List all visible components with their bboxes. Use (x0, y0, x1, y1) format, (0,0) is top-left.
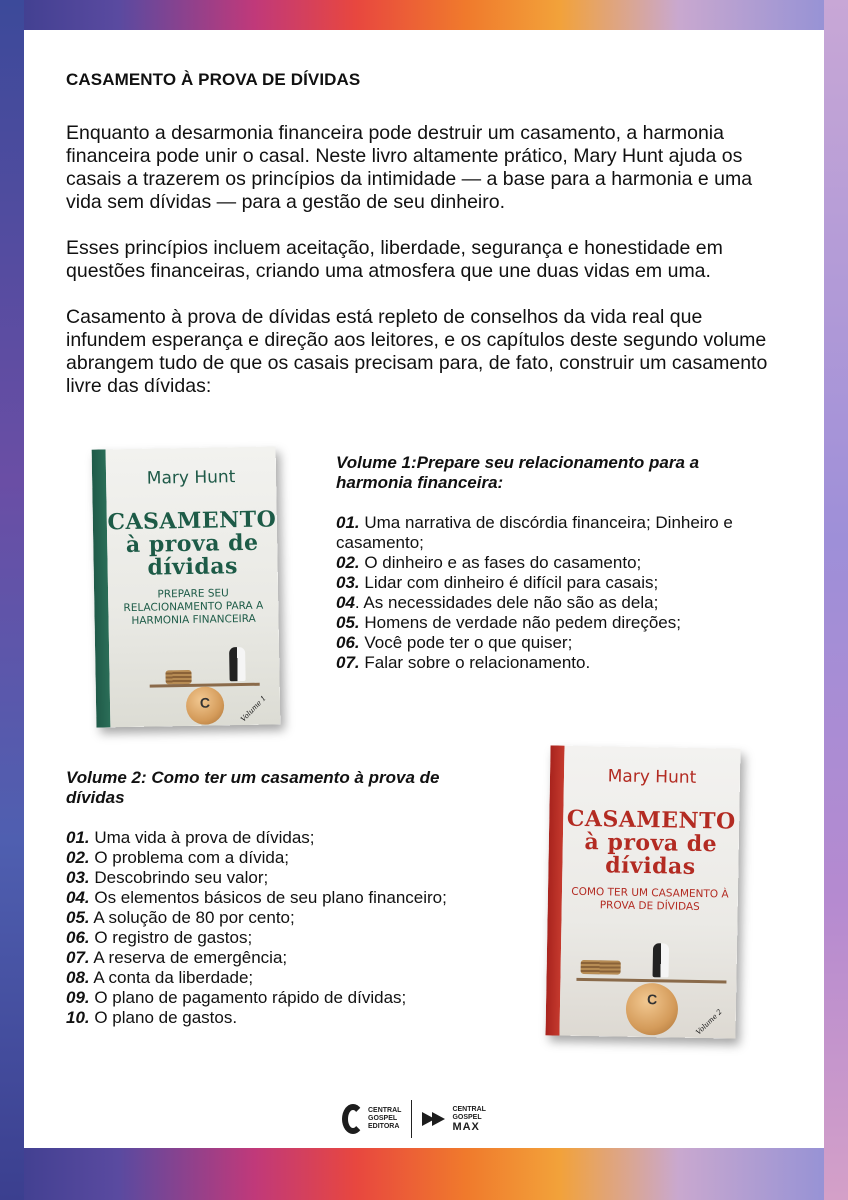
coins-illustration (581, 960, 621, 975)
list-item: 07. A reserva de emergência; (66, 948, 288, 967)
book-subtitle: COMO TER UM CASAMENTO À PROVA DE DÍVIDAS (571, 885, 729, 913)
balance-ball (186, 686, 225, 725)
list-item: 04. As necessidades dele não são as dela; (336, 593, 659, 612)
couple-illustration (229, 647, 246, 681)
book-title-line: CASAMENTO (107, 506, 277, 536)
book-cover-front (106, 446, 281, 727)
list-item: 06. O registro de gastos; (66, 928, 253, 947)
book-title (562, 805, 739, 880)
book-cover-front (559, 746, 740, 1039)
coins-illustration (165, 670, 191, 684)
intro-paragraph-2: Esses princípios incluem aceitação, liberdade, segurança e honestidade em questões financeiras, criando uma atmosfera que une duas vidas em uma. (66, 237, 723, 282)
list-item: 08. A conta da liberdade; (66, 968, 254, 987)
central-gospel-max-logo-icon (422, 1110, 448, 1128)
list-item: 02. O problema com a dívida; (66, 848, 290, 867)
publisher-logo-icon: C (199, 694, 211, 711)
page-title: CASAMENTO À PROVA DE DÍVIDAS (66, 70, 361, 89)
list-item: 07. Falar sobre o relacionamento. (336, 653, 591, 672)
book-author: Mary Hunt (607, 766, 697, 788)
couple-illustration (653, 943, 670, 977)
frame-left-stripe (0, 0, 24, 1200)
page (24, 30, 824, 1148)
intro-paragraph-3: Casamento à prova de dívidas está repleto de conselhos da vida real que infundem esperança e direção aos leitores, e os capítulos deste segundo volume abrangem tudo de que os casais precisam para, de fato, construir um casamento livre das dívidas: (66, 306, 768, 397)
book-title-line: dívidas (147, 553, 239, 581)
list-item: 03. Descobrindo seu valor; (66, 868, 269, 887)
list-item: 02. O dinheiro e as fases do casamento; (336, 553, 642, 572)
list-item: 10. O plano de gastos. (66, 1008, 238, 1027)
publisher-logos (342, 1095, 512, 1143)
frame-right-stripe (824, 0, 848, 1200)
book-subtitle: PREPARE SEU RELACIONAMENTO PARA A HARMONIA FINANCEIRA (123, 587, 264, 627)
list-item: 01. Uma vida à prova de dívidas; (66, 828, 315, 847)
publisher-logo-icon: C (646, 991, 658, 1008)
book-title (107, 508, 278, 580)
book-author: Mary Hunt (146, 467, 236, 489)
list-item: 05. Homens de verdade não pedem direções; (336, 613, 681, 632)
list-item: 06. Você pode ter o que quiser; (336, 633, 573, 652)
volume-2-heading: Volume 2: Como ter um casamento à prova de dívidas (66, 768, 440, 807)
book-title-line: à prova de (125, 529, 259, 559)
central-gospel-logo-icon (342, 1104, 364, 1134)
list-item: 05. A solução de 80 por cento; (66, 908, 295, 927)
central-gospel-editora-logo-text: CENTRAL GOSPEL EDITORA (368, 1107, 402, 1130)
book-title-line: à prova de (584, 828, 718, 858)
list-item: 03. Lidar com dinheiro é difícil para casais; (336, 573, 659, 592)
book-cover-volume-1 (92, 446, 281, 727)
intro-text (66, 122, 786, 421)
book-volume-label: Volume 2 (694, 1007, 724, 1037)
book-title-line: dívidas (605, 852, 696, 880)
book-volume-label: Volume 1 (239, 694, 268, 724)
volume-2-chapters (66, 768, 466, 1028)
book-cover-volume-2 (545, 745, 740, 1038)
volume-1-chapters (336, 453, 736, 673)
balance-ball (626, 983, 679, 1036)
list-item: 01. Uma narrativa de discórdia financeira; Dinheiro e casamento; (336, 513, 733, 552)
volume-1-heading: Volume 1:Prepare seu relacionamento para a harmonia financeira: (336, 453, 700, 492)
list-item: 04. Os elementos básicos de seu plano financeiro; (66, 888, 447, 907)
central-gospel-max-logo-text: CENTRAL GOSPEL MAX (452, 1105, 486, 1133)
intro-paragraph-1: Enquanto a desarmonia financeira pode destruir um casamento, a harmonia financeira pode unir o casal. Neste livro altamente prático, Mary Hunt ajuda os casais a trazerem os princípios da intimidade — a base para a harmonia e uma vida sem dívidas — para a gestão de seu dinheiro. (66, 122, 753, 213)
list-item: 09. O plano de pagamento rápido de dívidas; (66, 988, 407, 1007)
book-title-line: CASAMENTO (566, 805, 736, 835)
logo-divider (411, 1100, 412, 1138)
